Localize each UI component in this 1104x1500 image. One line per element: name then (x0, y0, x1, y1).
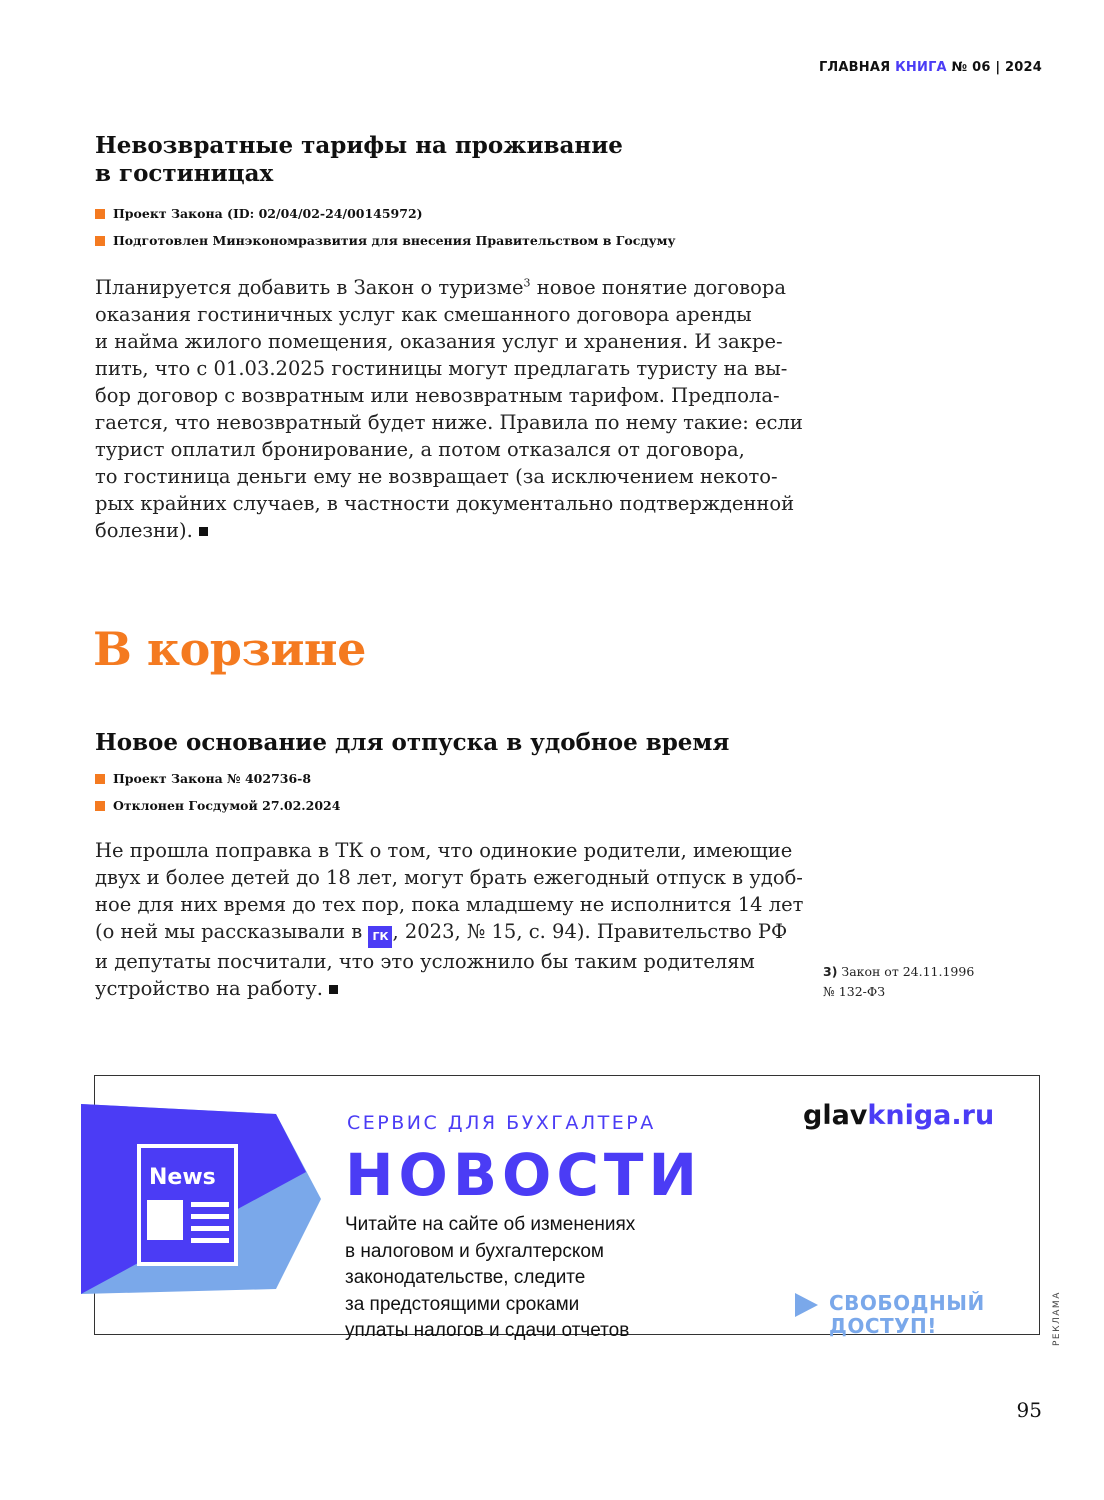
play-arrow-icon (793, 1292, 819, 1318)
body-line: гается, что невозвратный будет ниже. Правила по нему такие: если (95, 411, 803, 434)
body-text-fragment: устройство на работу. (95, 977, 323, 1000)
ad-kicker: СЕРВИС ДЛЯ БУХГАЛТЕРА (347, 1112, 656, 1134)
article-title-line: в гостиницах (95, 160, 274, 187)
body-line: пить, что с 01.03.2025 гостиницы могут предлагать туристу на вы- (95, 357, 788, 380)
site-part: kniga.ru (867, 1100, 995, 1131)
bullet-square-icon (95, 774, 105, 784)
header-issue: № 06 | 2024 (951, 60, 1042, 75)
ad-text-line: уплаты налогов и сдачи отчетов (345, 1320, 630, 1341)
cta-line: ДОСТУП! (829, 1314, 937, 1338)
body-line: оказания гостиничных услуг как смешанного договора аренды (95, 303, 752, 326)
tag-text: Подготовлен Минэкономразвития для внесения Правительством в Госдуму (113, 233, 676, 248)
article-vacation (95, 729, 804, 1002)
cta-line: СВОБОДНЫЙ (829, 1291, 985, 1315)
article-title (95, 132, 775, 188)
ad-site-link[interactable] (803, 1100, 994, 1131)
header-title-part1: ГЛАВНАЯ (818, 60, 891, 75)
news-icon-label: News (149, 1165, 216, 1190)
body-line: и найма жилого помещения, оказания услуг и хранения. И закре- (95, 330, 783, 353)
body-line: и депутаты посчитали, что это усложнило бы таким родителям (95, 950, 755, 973)
section-heading: В корзине (93, 622, 366, 676)
news-illustration (81, 1104, 321, 1294)
body-line: Не прошла поправка в ТК о том, что одинокие родители, имеющие (95, 839, 793, 862)
end-mark-icon (199, 527, 208, 536)
advertisement-banner[interactable] (94, 1075, 1040, 1341)
body-line: бор договор с возвратным или невозвратным тарифом. Предпола- (95, 384, 780, 407)
body-text-fragment: новое понятие договора (530, 276, 786, 299)
end-mark-icon (329, 985, 338, 994)
cta-label (829, 1292, 985, 1338)
body-line (95, 274, 786, 301)
article-tags (95, 200, 775, 254)
tag-item (95, 792, 775, 819)
glavkniga-logo-icon: ГК (368, 926, 392, 948)
ad-text-line: за предстоящими сроками (345, 1293, 580, 1315)
free-access-button[interactable] (793, 1292, 985, 1338)
footnote-text: № 132-ФЗ (823, 984, 886, 999)
ad-text-line: в налоговом и бухгалтерском (345, 1240, 604, 1262)
body-text-fragment: , 2023, № 15, с. 94). Правительство РФ (392, 920, 788, 943)
body-line: ное для них время до тех пор, пока младшему не исполнится 14 лет (95, 893, 804, 916)
body-text-fragment: болезни). (95, 519, 193, 542)
bullet-square-icon (95, 236, 105, 246)
body-line (95, 517, 775, 544)
article-body (95, 837, 804, 1002)
bullet-square-icon (95, 801, 105, 811)
body-line: двух и более детей до 18 лет, могут брать ежегодный отпуск в удоб- (95, 866, 803, 889)
article-tags (95, 765, 775, 819)
article-title-line: Невозвратные тарифы на проживание (95, 132, 623, 159)
article-title: Новое основание для отпуска в удобное время (95, 729, 730, 756)
ad-text-line: законодательстве, следите (345, 1267, 586, 1288)
footnote-text: Закон от 24.11.1996 (841, 964, 975, 979)
tag-text: Проект Закона № 402736-8 (113, 771, 312, 786)
tag-item (95, 765, 775, 792)
body-line: то гостиница деньги ему не возвращает (за исключением некото- (95, 465, 778, 488)
tag-text: Отклонен Госдумой 27.02.2024 (113, 798, 341, 813)
ad-disclaimer-label: РЕКЛАМА (1052, 1291, 1062, 1346)
body-line: рых крайних случаев, в частности документально подтвержденной (95, 492, 795, 515)
ad-description (345, 1212, 725, 1345)
header-title-part2: КНИГА (895, 60, 947, 75)
tag-item (95, 200, 775, 227)
tag-item (95, 227, 775, 254)
body-text-fragment: (о ней мы рассказывали в (95, 920, 363, 943)
ad-title: НОВОСТИ (345, 1141, 703, 1209)
footnote (823, 962, 1023, 1002)
body-line (95, 975, 775, 1002)
article-body (95, 274, 803, 544)
article-hotel-tariffs (95, 132, 803, 544)
ad-text-line: Читайте на сайте об изменениях (345, 1214, 636, 1235)
site-part: glav (803, 1100, 868, 1131)
bullet-square-icon (95, 209, 105, 219)
body-text-fragment: Планируется добавить в Закон о туризме (95, 276, 524, 299)
page-number: 95 (1016, 1398, 1042, 1422)
running-header (819, 60, 1042, 75)
body-line: турист оплатил бронирование, а потом отказался от договора, (95, 438, 745, 461)
body-line (95, 918, 788, 948)
footnote-ref: 3 (523, 276, 531, 290)
footnote-number: 3) (823, 964, 838, 979)
tag-text: Проект Закона (ID: 02/04/02-24/00145972) (113, 206, 423, 221)
